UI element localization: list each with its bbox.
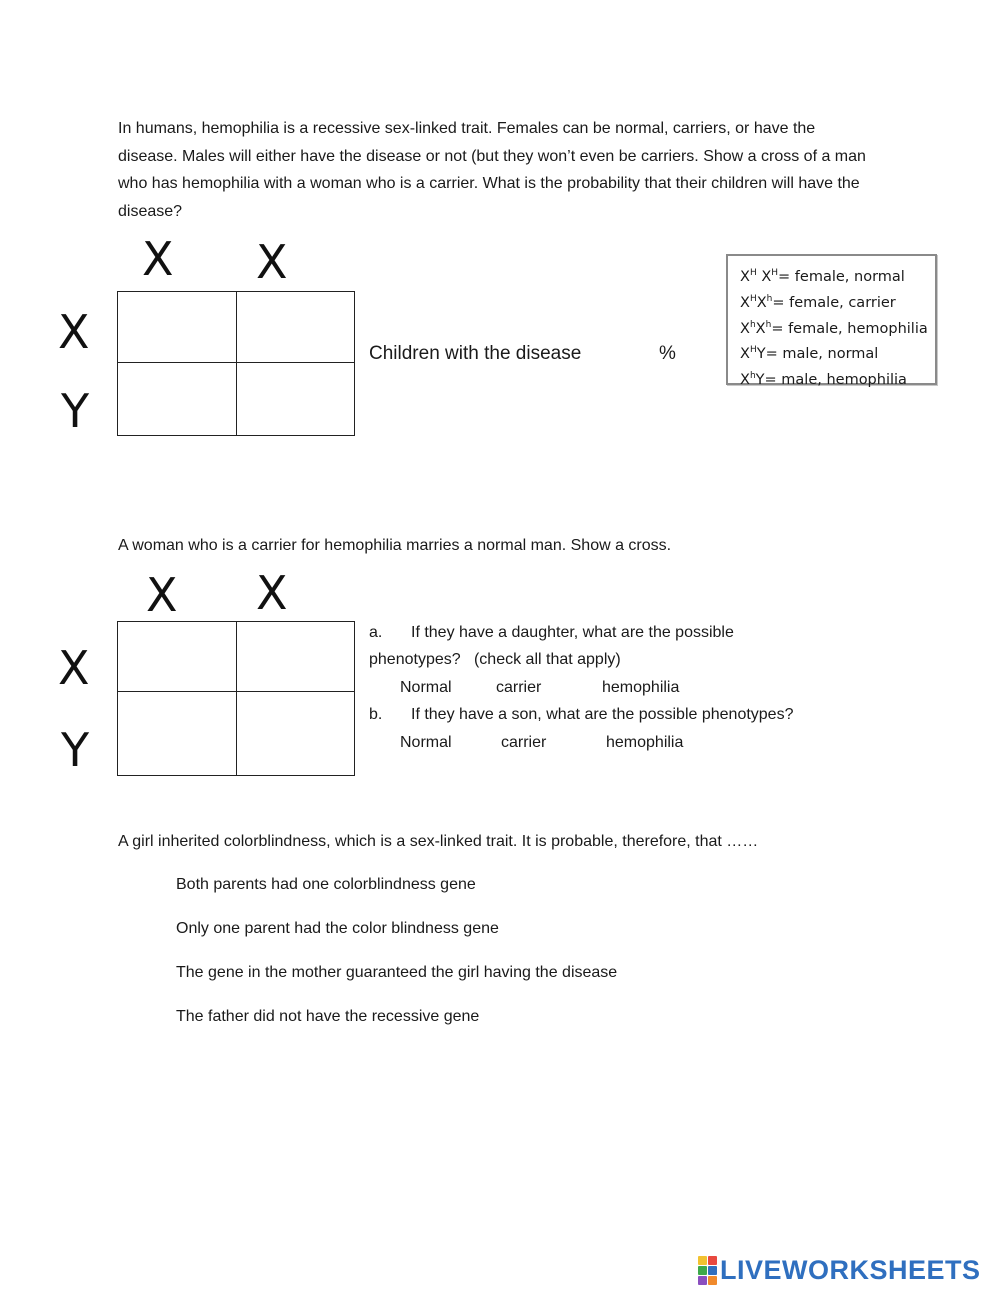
q1-percent-sign: %: [659, 343, 676, 364]
q2-cell-2[interactable]: [237, 622, 354, 691]
q1-answer-label: Children with the disease: [369, 343, 582, 364]
legend-row-1: $X^H$ $X^H=$ female, normal: [740, 268, 905, 285]
q1-cell-2[interactable]: [237, 292, 354, 362]
q1-top-allele-1: X: [142, 232, 174, 286]
q2-cell-1[interactable]: [118, 622, 236, 691]
q1-answer-input[interactable]: [610, 340, 656, 366]
q2-b-option-carrier[interactable]: carrier: [501, 734, 547, 751]
liveworksheets-logo: [698, 1255, 981, 1286]
q2-top-allele-2: X: [256, 566, 288, 620]
q2-b-option-normal[interactable]: Normal: [400, 734, 452, 751]
q3-choice-2[interactable]: Only one parent had the color blindness gene: [176, 920, 499, 937]
q2-part-a-question: If they have a daughter, what are the possible: [411, 624, 734, 641]
q1-top-allele-2: X: [256, 235, 288, 289]
liveworksheets-logo-icon: [698, 1256, 717, 1285]
legend-row-4: $X^HY=$ male, normal: [740, 345, 879, 363]
legend-row-3: $X^hX^h=$ female, hemophilia: [740, 319, 928, 337]
q1-cell-4[interactable]: [237, 363, 354, 435]
q2-part-b-question: If they have a son, what are the possible phenotypes?: [411, 706, 794, 723]
q2-b-option-hemophilia[interactable]: hemophilia: [606, 734, 684, 751]
q2-a-option-carrier[interactable]: carrier: [496, 679, 542, 696]
q3-choice-3[interactable]: The gene in the mother guaranteed the girl having the disease: [176, 964, 618, 981]
genotype-legend: [726, 254, 937, 389]
q3-choice-4[interactable]: The father did not have the recessive gene: [176, 1008, 480, 1025]
q2-cell-3[interactable]: [118, 692, 236, 775]
q2-part-b-marker: b.: [369, 706, 383, 723]
q1-punnett-square: [117, 291, 355, 436]
legend-row-5: $X^hY=$ male, hemophilia: [740, 371, 907, 389]
q2-cell-4[interactable]: [237, 692, 354, 775]
q2-part-a-question-continued: phenotypes? (check all that apply): [369, 651, 621, 668]
q3-choice-1[interactable]: Both parents had one colorblindness gene: [176, 876, 476, 893]
q2-a-option-normal[interactable]: Normal: [400, 679, 452, 696]
q2-a-option-hemophilia[interactable]: hemophilia: [602, 679, 680, 696]
q1-side-allele-2: Y: [61, 384, 90, 438]
q2-part-a-marker: a.: [369, 624, 383, 641]
q1-cell-3[interactable]: [118, 363, 236, 435]
q2-punnett-square: [117, 621, 355, 776]
q2-side-allele-2: Y: [61, 723, 90, 777]
q1-cell-1[interactable]: [118, 292, 236, 362]
q2-side-allele-1: X: [58, 641, 90, 695]
legend-row-2: $X^HX^h=$ female, carrier: [740, 293, 896, 311]
question-1-text: In humans, hemophilia is a recessive sex-linked trait. Females can be normal, carriers, or have the disease. Males will either have the disease or not (but they won’t even be carriers. Show a cross of a man who has hemophilia with a woman who is a carrier. What is the probability that their children will have the disease?: [118, 120, 866, 220]
liveworksheets-brand: LIVEWORKSHEETS: [720, 1255, 981, 1285]
question-2-text: A woman who is a carrier for hemophilia marries a normal man. Show a cross.: [118, 537, 672, 554]
q1-side-allele-1: X: [58, 305, 90, 359]
question-3-text: A girl inherited colorblindness, which is a sex-linked trait. It is probable, therefore, that ……: [118, 833, 759, 850]
q2-top-allele-1: X: [146, 568, 178, 622]
